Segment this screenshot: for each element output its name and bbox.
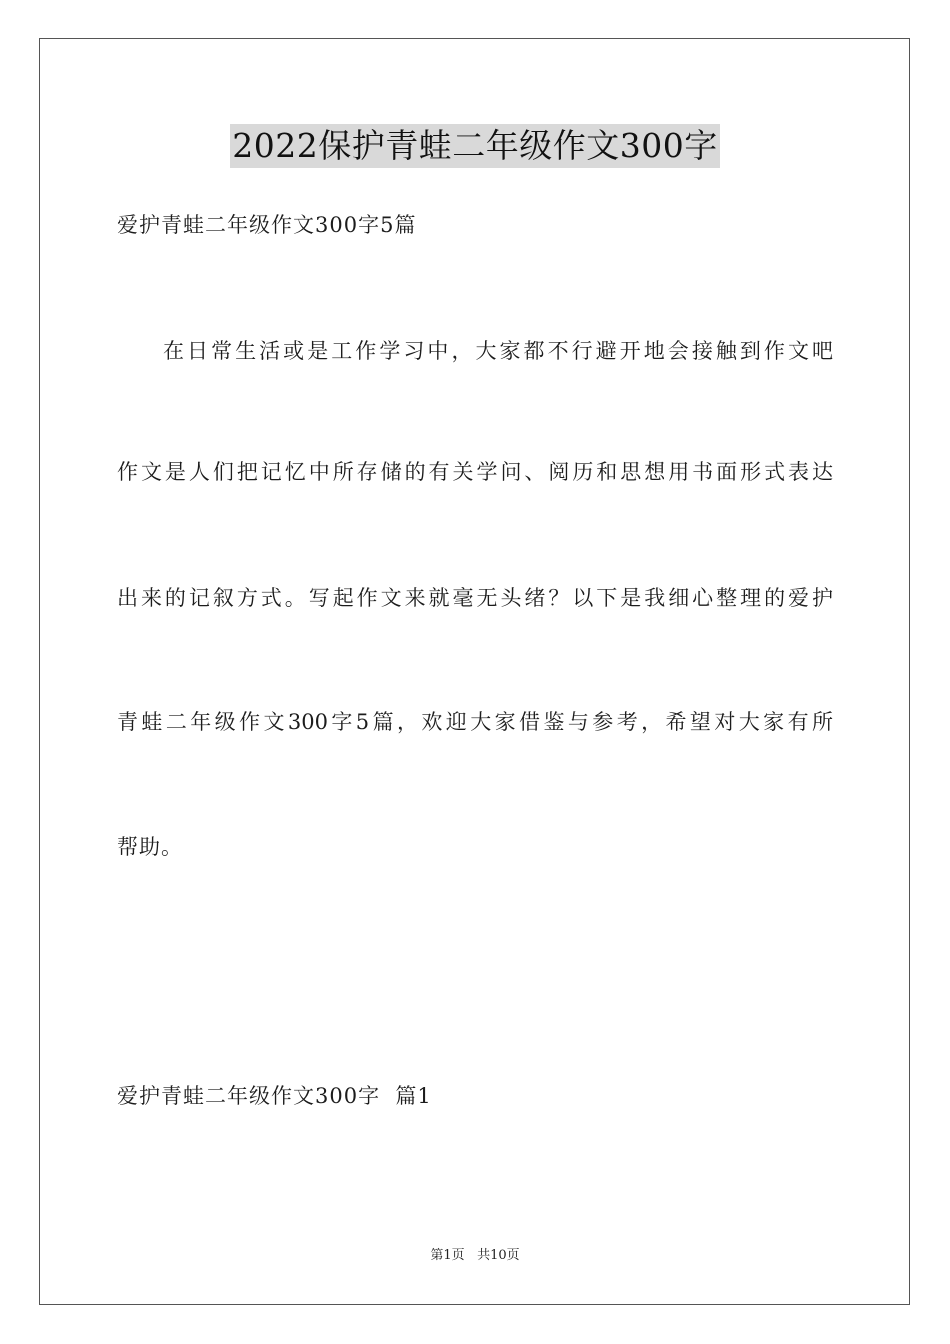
paragraph-line: 青蛙二年级作文300字5篇，欢迎大家借鉴与参考，希望对大家有所 (117, 710, 833, 734)
paragraph-line: 帮助。 (117, 835, 183, 859)
paragraph-line: 出来的记叙方式。写起作文来就毫无头绪？以下是我细心整理的爱护 (117, 586, 833, 610)
section-heading: 爱护青蛙二年级作文300字 篇1 (117, 1084, 432, 1108)
paragraph-line: 作文是人们把记忆中所存储的有关学问、阅历和思想用书面形式表达 (117, 460, 833, 484)
document-title: 2022保护青蛙二年级作文300字 (230, 124, 719, 168)
page-footer (0, 1247, 950, 1265)
page-total: 共10页 (477, 1248, 520, 1263)
page-number: 第1页 (430, 1248, 465, 1263)
paragraph-line: 在日常生活或是工作学习中，大家都不行避开地会接触到作文吧 (163, 339, 833, 363)
title-container (0, 124, 950, 168)
document-subtitle: 爱护青蛙二年级作文300字5篇 (117, 213, 417, 237)
